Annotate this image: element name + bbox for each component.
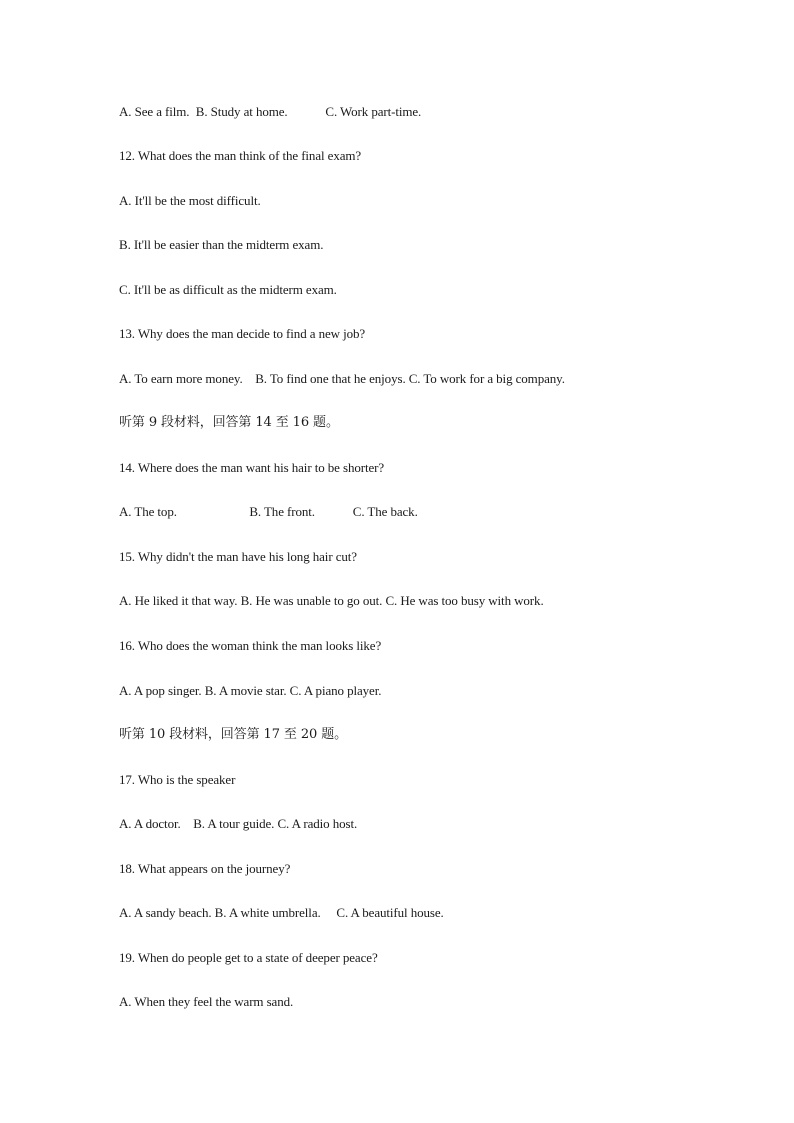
q12-option-a: A. It'll be the most difficult. (119, 193, 261, 208)
q18-options: A. A sandy beach. B. A white umbrella. C. A beautiful house. (119, 905, 444, 920)
q12-option-c: C. It'll be as difficult as the midterm exam. (119, 282, 337, 297)
q13-options: A. To earn more money. B. To find one that he enjoys. C. To work for a big company. (119, 371, 565, 386)
q15-question: 15. Why didn't the man have his long hair cut? (119, 549, 357, 564)
q15-options: A. He liked it that way. B. He was unable to go out. C. He was too busy with work. (119, 593, 544, 608)
q12-question: 12. What does the man think of the final exam? (119, 148, 362, 163)
q17-options: A. A doctor. B. A tour guide. C. A radio host. (119, 816, 358, 831)
q14-question: 14. Where does the man want his hair to be shorter? (119, 460, 385, 475)
section-instruction-10: 听第 10 段材料，回答第 17 至 20 题。 (119, 727, 348, 742)
q16-options: A. A pop singer. B. A movie star. C. A piano player. (119, 683, 382, 698)
section-instruction-9: 听第 9 段材料，回答第 14 至 16 题。 (119, 415, 339, 430)
q18-question: 18. What appears on the journey? (119, 861, 291, 876)
q16-question: 16. Who does the woman think the man looks like? (119, 638, 382, 653)
q19-question: 19. When do people get to a state of deeper peace? (119, 950, 378, 965)
q13-question: 13. Why does the man decide to find a new job? (119, 326, 366, 341)
q14-options: A. The top. B. The front. C. The back. (119, 504, 418, 519)
q17-question: 17. Who is the speaker (119, 772, 236, 787)
q12-option-b: B. It'll be easier than the midterm exam. (119, 237, 324, 252)
q19-option-a: A. When they feel the warm sand. (119, 994, 294, 1009)
q11-options: A. See a film. B. Study at home. C. Work part-time. (119, 104, 422, 119)
